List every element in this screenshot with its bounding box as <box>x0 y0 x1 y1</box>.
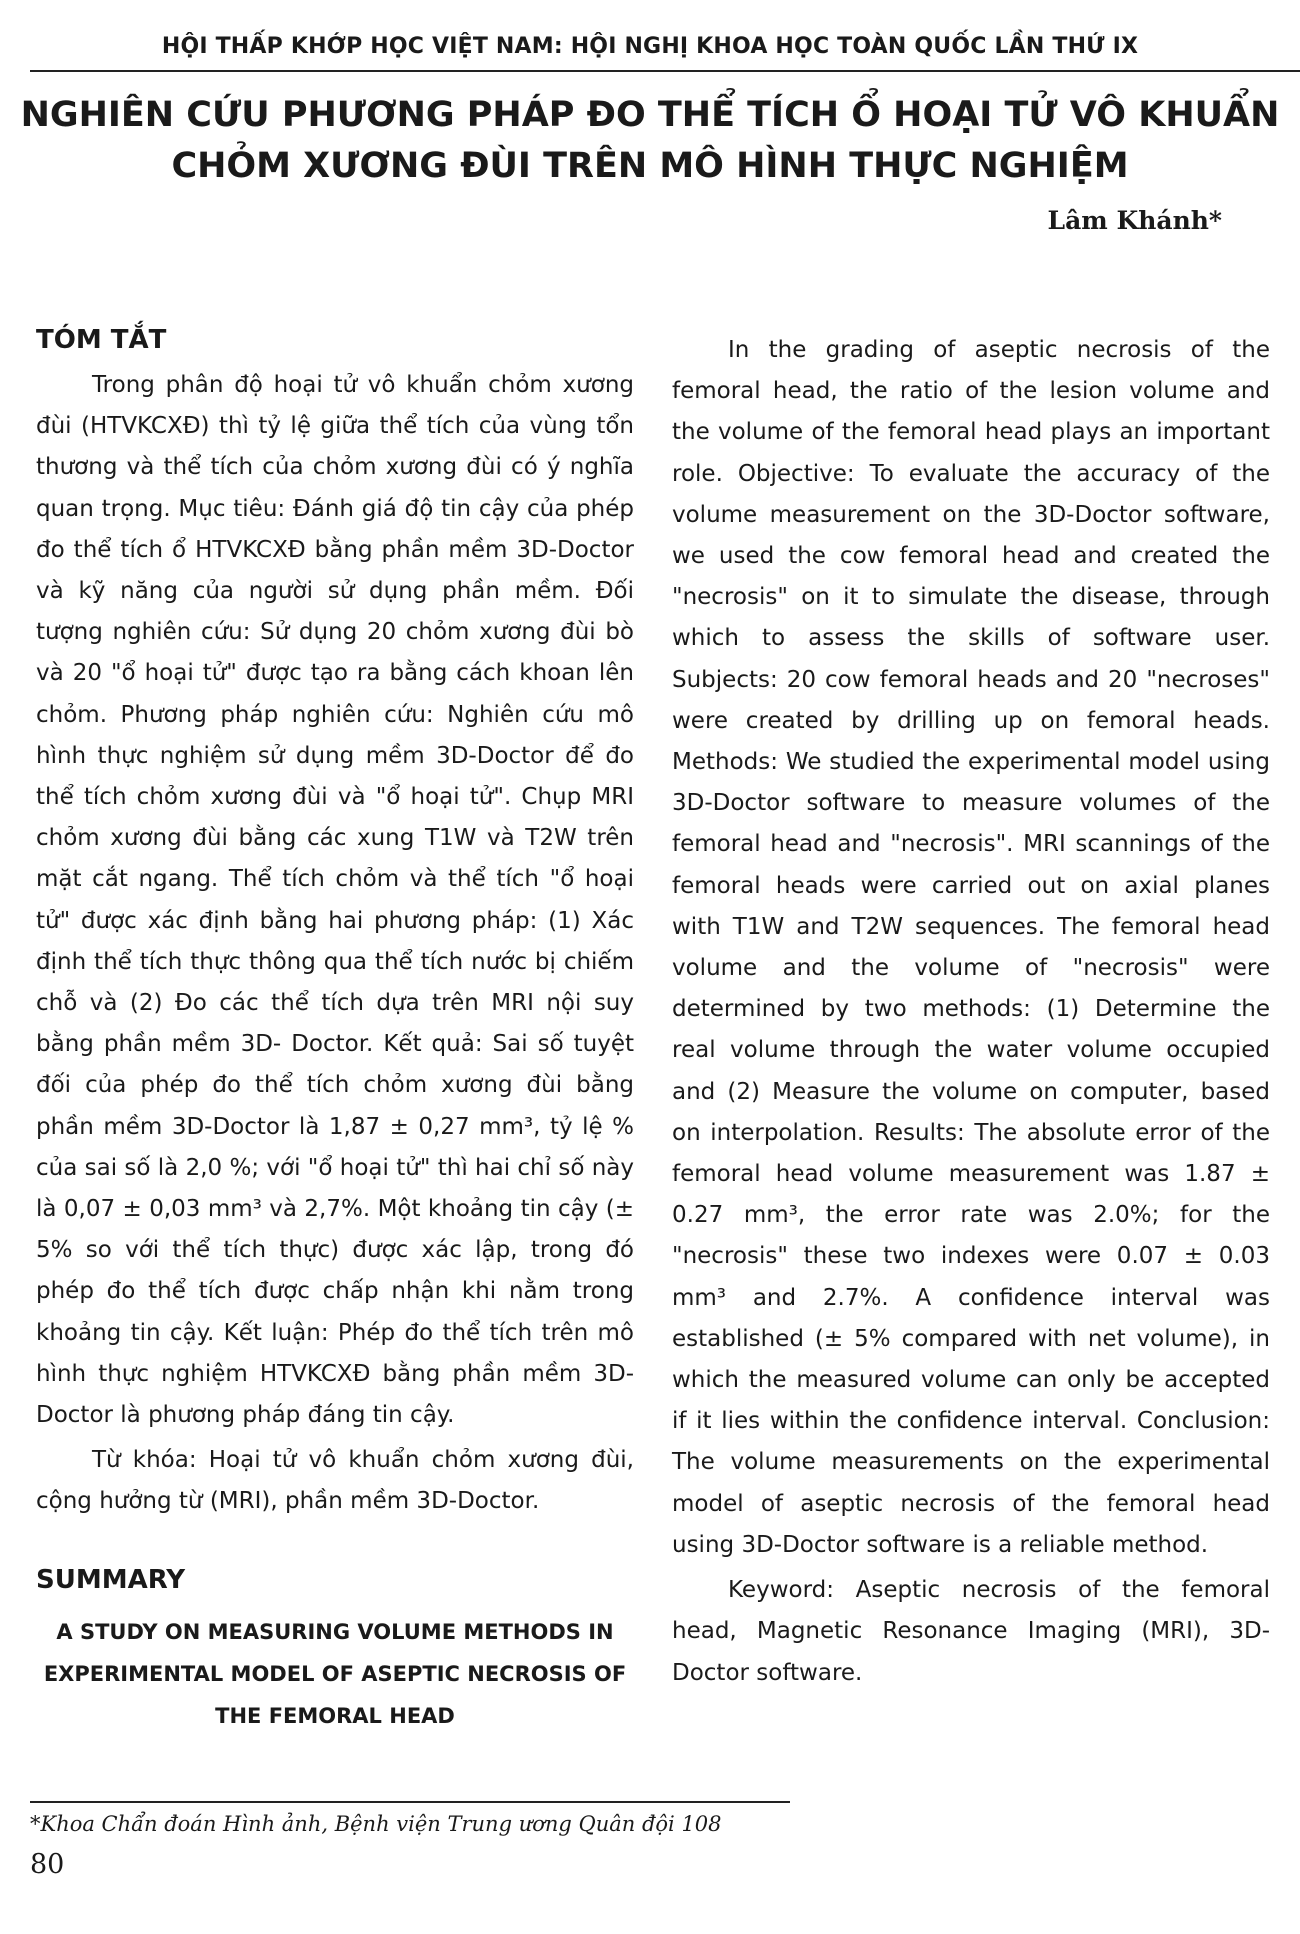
right-column <box>672 330 1270 1694</box>
footnote-rule <box>30 1801 790 1803</box>
author: Lâm Khánh* <box>1047 206 1222 235</box>
vietnamese-abstract: Trong phân độ hoại tử vô khuẩn chỏm xương đùi (HTVKCXĐ) thì tỷ lệ giữa thể tích của vùng tổn thương và thể tích của chỏm xương đùi có ý nghĩa quan trọng. Mục tiêu: Đánh giá độ tin cậy của phép đo thể tích ổ HTVKCXĐ bằng phần mềm 3D-Doctor và kỹ năng của người sử dụng phần mềm. Đối tượng nghiên cứu: Sử dụng 20 chỏm xương đùi bò và 20 "ổ hoại tử" được tạo ra bằng cách khoan lên chỏm. Phương pháp nghiên cứu: Nghiên cứu mô hình thực nghiệm sử dụng mềm 3D-Doctor để đo thể tích chỏm xương đùi và "ổ hoại tử". Chụp MRI chỏm xương đùi bằng các xung T1W và T2W trên mặt cắt ngang. Thể tích chỏm và thể tích "ổ hoại tử" được xác định bằng hai phương pháp: (1) Xác định thể tích thực thông qua thể tích nước bị chiếm chỗ và (2) Đo các thể tích dựa trên MRI nội suy bằng phần mềm 3D- Doctor. Kết quả: Sai số tuyệt đối của phép đo thể tích chỏm xương đùi bằng phần mềm 3D-Doctor là 1,87 ± 0,27 mm³, tỷ lệ % của sai số là 2,0 %; với "ổ hoại tử" thì hai chỉ số này là 0,07 ± 0,03 mm³ và 2,7%. Một khoảng tin cậy (± 5% so với thể tích thực) được xác lập, trong đó phép đo thể tích được chấp nhận khi nằm trong khoảng tin cậy. Kết luận: Phép đo thể tích trên mô hình thực nghiệm HTVKCXĐ bằng phần mềm 3D-Doctor là phương pháp đáng tin cậy. <box>36 372 634 1429</box>
author-affiliation-footnote: *Khoa Chẩn đoán Hình ảnh, Bệnh viện Trung ương Quân đội 108 <box>30 1812 722 1836</box>
left-column <box>36 325 634 1737</box>
english-keywords: Keyword: Aseptic necrosis of the femoral head, Magnetic Resonance Imaging (MRI), 3D-Doctor software. <box>672 1577 1270 1686</box>
running-header: HỘI THẤP KHỚP HỌC VIỆT NAM: HỘI NGHỊ KHOA HỌC TOÀN QUỐC LẦN THỨ IX <box>161 34 1139 59</box>
header-rule <box>30 70 1300 72</box>
english-abstract: In the grading of aseptic necrosis of the femoral head, the ratio of the lesion volume and the volume of the femoral head plays an important role. Objective: To evaluate the accuracy of the volume measurement on the 3D-Doctor software, we used the cow femoral head and created the "necrosis" on it to simulate the disease, through which to assess the skills of software user. Subjects: 20 cow femoral heads and 20 "necroses" were created by drilling up on femoral heads. Methods: We studied the experimental model using 3D-Doctor software to measure volumes of the femoral head and "necrosis". MRI scannings of the femoral heads were carried out on axial planes with T1W and T2W sequences. The femoral head volume and the volume of "necrosis" were determined by two methods: (1) Determine the real volume through the water volume occupied and (2) Measure the volume on computer, based on interpolation. Results: The absolute error of the femoral head volume measurement was 1.87 ± 0.27 mm³, the error rate was 2.0%; for the "necrosis" these two indexes were 0.07 ± 0.03 mm³ and 2.7%. A confidence interval was established (± 5% compared with net volume), in which the measured volume can only be accepted if it lies within the confidence interval. Conclusion: The volume measurements on the experimental model of aseptic necrosis of the femoral head using 3D-Doctor software is a reliable method. <box>672 337 1270 1558</box>
summary-heading: SUMMARY <box>36 1564 186 1595</box>
article-title <box>20 90 1280 192</box>
vietnamese-keywords: Từ khóa: Hoại tử vô khuẩn chỏm xương đùi, cộng hưởng từ (MRI), phần mềm 3D-Doctor. <box>36 1447 634 1515</box>
article-title-line-2: CHỎM XƯƠNG ĐÙI TRÊN MÔ HÌNH THỰC NGHIỆM <box>171 146 1129 186</box>
english-title: A STUDY ON MEASURING VOLUME METHODS IN EXPERIMENTAL MODEL OF ASEPTIC NECROSIS OF THE FEMORAL HEAD <box>43 1619 627 1728</box>
page-number: 80 <box>30 1849 65 1880</box>
article-title-line-1: NGHIÊN CỨU PHƯƠNG PHÁP ĐO THỂ TÍCH Ổ HOẠI TỬ VÔ KHUẨN <box>20 95 1280 135</box>
vietnamese-abstract-heading: TÓM TẮT <box>36 325 167 355</box>
